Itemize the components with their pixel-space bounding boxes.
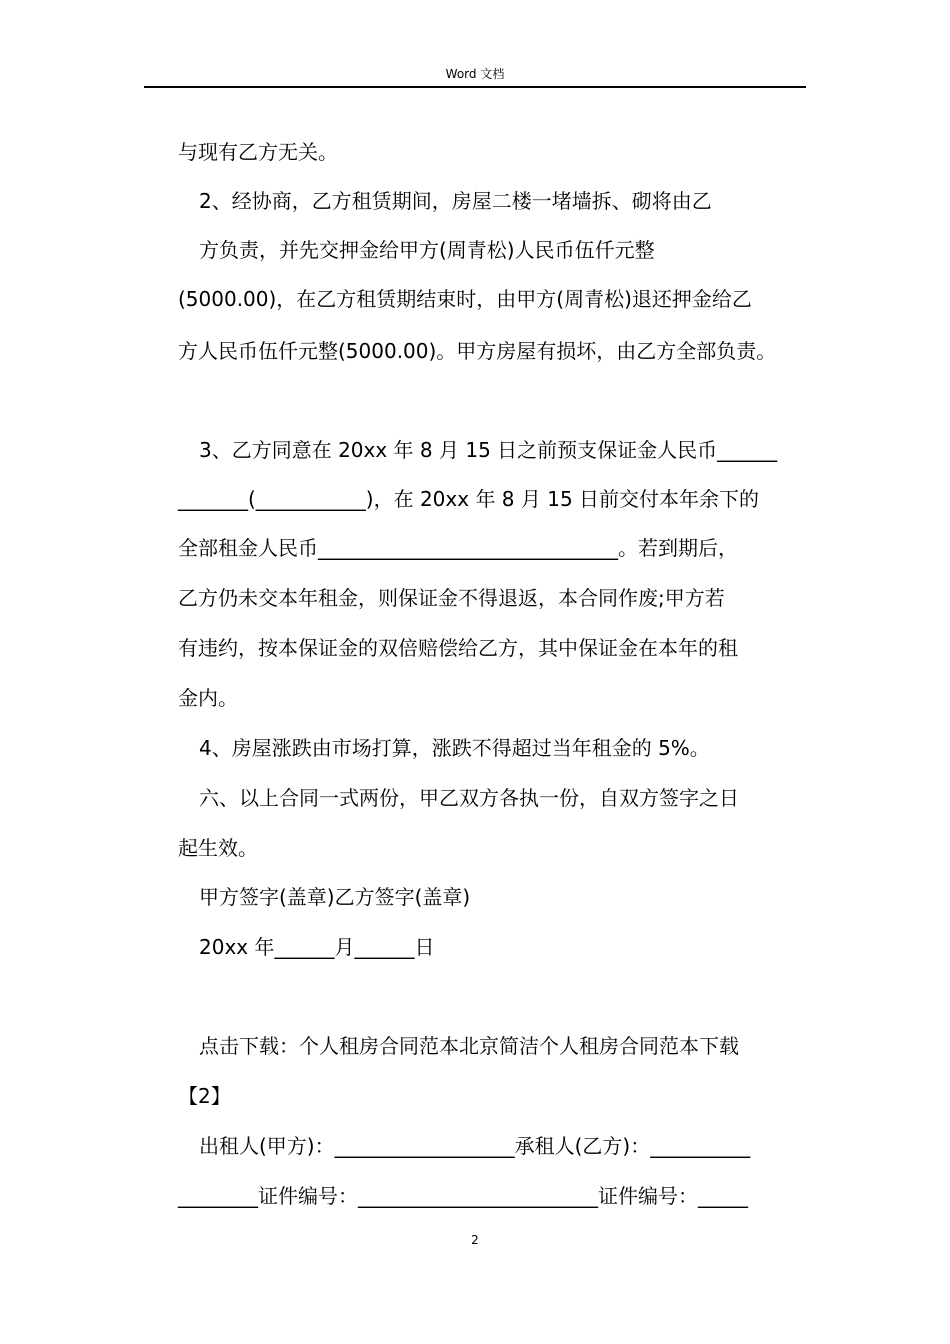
download-line: 点击下载：个人租房合同范本北京简洁个人租房合同范本下载 (199, 1034, 739, 1058)
paragraph-line: 金内。 (178, 686, 238, 710)
page-header: Word 文档 (445, 67, 505, 81)
paragraph-line: 3、乙方同意在 20xx 年 8 月 15 日之前预支保证金人民币______ (199, 438, 778, 462)
signature-line: 甲方签字(盖章)乙方签字(盖章) (199, 885, 471, 909)
paragraph-line: (5000.00)，在乙方租赁期结束时，由甲方(周青松)退还押金给乙 (178, 287, 752, 311)
paragraph-line: 与现有乙方无关。 (178, 140, 338, 164)
id-number-line: ________证件编号：________________________证件编号：_____ (178, 1184, 748, 1208)
paragraph-line: 4、房屋涨跌由市场打算，涨跌不得超过当年租金的 5%。 (199, 736, 710, 760)
paragraph-line: 方人民币伍仟元整(5000.00)。甲方房屋有损坏，由乙方全部负责。 (178, 339, 777, 363)
paragraph-line: 全部租金人民币______________________________。若到期后， (178, 536, 738, 560)
paragraph-line: 起生效。 (178, 836, 258, 860)
page-number: 2 (471, 1233, 479, 1247)
paragraph-line: _______(___________)，在 20xx 年 8 月 15 日前交付本年余下的 (178, 487, 760, 511)
paragraph-line: 2、经协商，乙方租赁期间，房屋二楼一堵墙拆、砌将由乙 (199, 189, 712, 213)
section-marker: 【2】 (178, 1084, 231, 1108)
paragraph-line: 六、以上合同一式两份，甲乙双方各执一份，自双方签字之日 (199, 786, 739, 810)
date-line: 20xx 年______月______日 (199, 935, 435, 959)
paragraph-line: 方负责，并先交押金给甲方(周青松)人民币伍仟元整 (199, 238, 655, 262)
header-divider (144, 86, 806, 88)
paragraph-line: 有违约，按本保证金的双倍赔偿给乙方，其中保证金在本年的租 (178, 636, 738, 660)
party-line: 出租人(甲方)：__________________承租人(乙方)：__________ (199, 1134, 751, 1158)
paragraph-line: 乙方仍未交本年租金，则保证金不得退返，本合同作废;甲方若 (178, 586, 725, 610)
